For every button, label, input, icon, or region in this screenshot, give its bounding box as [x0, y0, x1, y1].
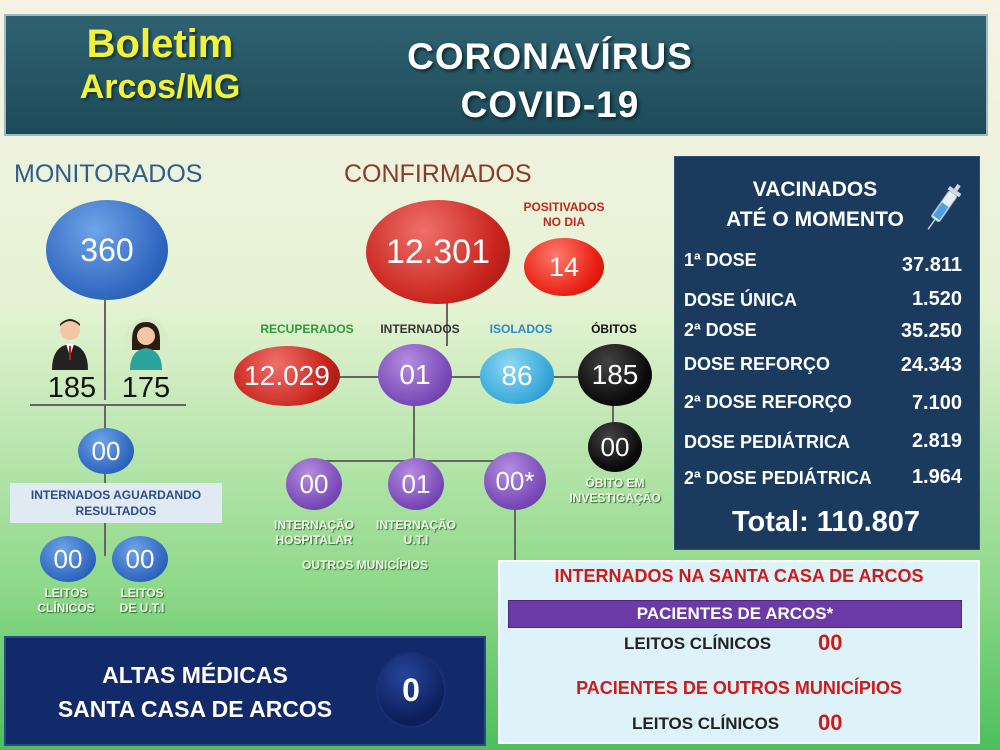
vaccine-row-value: 24.343	[900, 354, 962, 376]
vaccine-row-label: 2ª DOSE REFORÇO	[684, 392, 852, 412]
vaccine-row-value: 7.100	[911, 392, 962, 414]
outros-municipios-title: PACIENTES DE OUTROS MUNICÍPIOS	[576, 678, 902, 698]
internados-aguardando-circle: 00	[78, 428, 134, 474]
arcos-leitos-label: LEITOS CLÍNICOS	[624, 634, 772, 653]
confirmados-title: CONFIRMADOS	[344, 160, 532, 188]
outros-leitos-label: LEITOS CLÍNICOS	[632, 714, 780, 733]
vaccine-subtitle: ATÉ O MOMENTO	[726, 208, 904, 231]
brand-subtitle: Arcos/MG	[79, 68, 241, 106]
positivados-circle: 14	[524, 238, 604, 296]
women-count: 175	[121, 372, 171, 404]
connector-line	[612, 404, 614, 424]
woman-icon	[122, 316, 170, 370]
internados-aguardando-label: INTERNADOS AGUARDANDO RESULTADOS	[10, 483, 222, 523]
obito-investigacao-label: ÓBITO EM INVESTIGAÇÃO	[569, 476, 661, 505]
recuperados-circle: 12.029	[234, 346, 340, 406]
leitos-clinicos-circle: 00	[40, 536, 96, 582]
vaccine-title: VACINADOS	[752, 178, 878, 201]
monitorados-title: MONITORADOS	[14, 160, 203, 188]
vaccine-row-value: 37.811	[901, 254, 962, 276]
obitos-circle: 185	[578, 344, 652, 406]
connector-line	[104, 300, 106, 400]
altas-subtitle: SANTA CASA DE ARCOS	[57, 696, 333, 722]
outros-municipios-circle: 00*	[484, 452, 546, 510]
page-title: CORONAVÍRUS	[407, 36, 693, 77]
vaccine-row-value: 1.964	[911, 466, 962, 488]
leitos-uti-label: LEITOS DE U.T.I	[119, 586, 165, 615]
confirmados-total-circle: 12.301	[366, 200, 510, 304]
men-count: 185	[47, 372, 97, 404]
internacao-hospitalar-label: INTERNAÇÃO HOSPITALAR	[274, 518, 354, 547]
connector-line	[413, 404, 415, 462]
vaccine-row-label: 1ª DOSE	[684, 250, 757, 270]
recuperados-label: RECUPERADOS	[260, 322, 354, 336]
monitorados-total-circle: 360	[46, 200, 168, 300]
vaccine-row-label: DOSE REFORÇO	[684, 354, 831, 374]
internacao-hospitalar-circle: 00	[286, 458, 342, 510]
pacientes-arcos-label: PACIENTES DE ARCOS*	[636, 604, 834, 623]
connector-line	[104, 406, 106, 430]
altas-value: 0	[376, 652, 446, 728]
vaccine-row-label: 2ª DOSE PEDIÁTRICA	[684, 468, 872, 488]
internacao-uti-circle: 01	[388, 458, 444, 510]
outros-municipios-label: OUTROS MUNICÍPIOS	[301, 558, 428, 572]
man-icon	[48, 316, 92, 370]
leitos-clinicos-label: LEITOS CLÍNICOS	[37, 586, 95, 615]
internados-label: INTERNADOS	[380, 322, 460, 336]
syringe-icon	[922, 180, 964, 236]
vaccine-row-value: 1.520	[911, 288, 962, 310]
isolados-circle: 86	[480, 348, 554, 404]
obitos-label: ÓBITOS	[591, 322, 637, 336]
outros-leitos-value: 00	[818, 710, 843, 735]
arcos-leitos-value: 00	[818, 630, 843, 655]
vaccine-total: Total: 110.807	[731, 506, 921, 538]
obito-investigacao-circle: 00	[588, 422, 642, 472]
brand-title: Boletim	[86, 22, 234, 66]
altas-title: ALTAS MÉDICAS	[102, 662, 288, 688]
leitos-uti-circle: 00	[112, 536, 168, 582]
internados-circle: 01	[378, 344, 452, 406]
internacao-uti-label: INTERNAÇÃO U.T.I	[376, 518, 456, 547]
vaccine-row-label: 2ª DOSE	[684, 320, 757, 340]
vaccine-row-label: DOSE PEDIÁTRICA	[684, 432, 851, 452]
page-subtitle: COVID-19	[460, 84, 640, 125]
isolados-label: ISOLADOS	[489, 322, 553, 336]
positivados-label: POSITIVADOS NO DIA	[523, 200, 605, 229]
vaccine-row-value: 2.819	[911, 430, 962, 452]
vaccine-row-label: DOSE ÚNICA	[684, 290, 798, 310]
vaccine-row-value: 35.250	[900, 320, 962, 342]
santa-casa-title: INTERNADOS NA SANTA CASA DE ARCOS	[554, 566, 924, 586]
